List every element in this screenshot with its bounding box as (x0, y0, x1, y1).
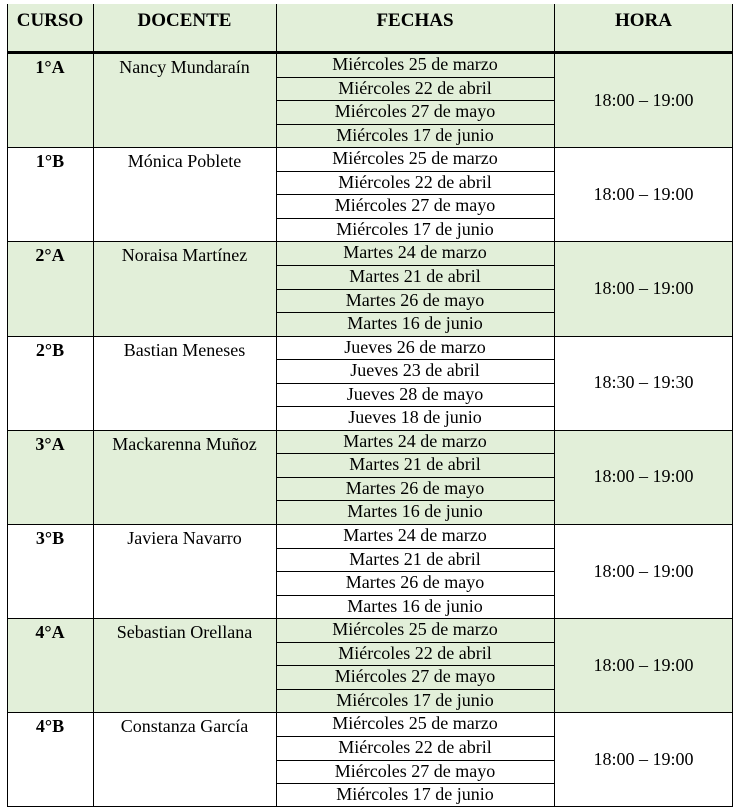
fecha-cell: Martes 16 de junio (347, 595, 483, 616)
fecha-cell: Jueves 23 de abril (350, 360, 480, 381)
fecha-cell: Miércoles 25 de marzo (332, 619, 498, 640)
fecha-cell: Jueves 28 de mayo (346, 383, 484, 404)
grid-line (7, 336, 733, 337)
grid-line (7, 53, 733, 54)
header-docente: DOCENTE (93, 4, 276, 51)
curso-cell: 2°B (35, 339, 65, 360)
grid-line (276, 218, 554, 219)
grid-line (732, 4, 733, 807)
grid-line (276, 665, 554, 666)
fecha-cell: Martes 24 de marzo (343, 242, 487, 263)
fecha-cell: Jueves 26 de marzo (344, 336, 486, 357)
grid-line (276, 642, 554, 643)
fecha-cell: Miércoles 22 de abril (338, 77, 492, 98)
docente-cell: Bastian Meneses (123, 339, 246, 360)
grid-line (276, 4, 277, 807)
hora-cell: 18:00 – 19:00 (593, 748, 694, 769)
fecha-cell: Miércoles 25 de marzo (332, 148, 498, 169)
grid-line (7, 147, 733, 148)
curso-cell: 3°B (35, 528, 65, 548)
grid-line (276, 100, 554, 101)
curso-cell: 3°A (35, 433, 65, 454)
curso-cell: 1°A (35, 57, 65, 77)
fecha-cell: Martes 21 de abril (349, 454, 481, 475)
grid-line (554, 4, 555, 807)
grid-line (7, 4, 8, 807)
grid-line (7, 241, 733, 242)
grid-line (276, 289, 554, 290)
hora-cell: 18:00 – 19:00 (593, 466, 694, 487)
fecha-cell: Miércoles 27 de mayo (334, 101, 496, 122)
grid-line (276, 77, 554, 78)
grid-line (276, 548, 554, 549)
curso-cell: 1°B (35, 151, 65, 172)
hora-cell: 18:00 – 19:00 (593, 654, 694, 675)
grid-line (7, 618, 733, 619)
grid-line (276, 453, 554, 454)
grid-line (276, 689, 554, 690)
fecha-cell: Miércoles 17 de junio (336, 784, 494, 805)
docente-cell: Mónica Poblete (127, 151, 242, 172)
grid-line (276, 736, 554, 737)
fecha-cell: Martes 24 de marzo (343, 430, 487, 451)
grid-line (276, 760, 554, 761)
hora-cell: 18:00 – 19:00 (593, 89, 694, 110)
docente-cell: Nancy Mundaraín (119, 57, 250, 77)
hora-cell: 18:00 – 19:00 (593, 560, 694, 581)
curso-cell: 4°A (35, 622, 65, 643)
fecha-cell: Martes 16 de junio (347, 501, 483, 522)
curso-cell: 2°A (35, 245, 65, 266)
header-fechas: FECHAS (276, 4, 554, 51)
header-hora: HORA (554, 4, 733, 51)
docente-cell: Sebastian Orellana (116, 622, 253, 643)
fecha-cell: Jueves 18 de junio (348, 407, 482, 428)
grid-line (276, 500, 554, 501)
grid-line (7, 524, 733, 525)
grid-line (276, 571, 554, 572)
fecha-cell: Miércoles 27 de mayo (334, 760, 496, 781)
fecha-cell: Miércoles 25 de marzo (332, 54, 498, 74)
docente-cell: Javiera Navarro (127, 528, 242, 548)
docente-cell: Noraisa Martínez (121, 245, 248, 266)
fecha-cell: Miércoles 25 de marzo (332, 713, 498, 734)
grid-line (276, 383, 554, 384)
fecha-cell: Miércoles 17 de junio (336, 689, 494, 710)
docente-cell: Constanza García (120, 716, 249, 737)
fecha-cell: Miércoles 17 de junio (336, 218, 494, 239)
grid-line (276, 194, 554, 195)
fecha-cell: Martes 26 de mayo (345, 477, 485, 498)
grid-line (276, 124, 554, 125)
grid-line (276, 312, 554, 313)
header-curso: CURSO (7, 4, 93, 51)
docente-cell: Mackarenna Muñoz (112, 433, 257, 454)
grid-line (276, 265, 554, 266)
fecha-cell: Martes 21 de abril (349, 548, 481, 569)
grid-line (7, 712, 733, 713)
grid-line (93, 4, 94, 807)
fecha-cell: Miércoles 22 de abril (338, 642, 492, 663)
hora-cell: 18:00 – 19:00 (593, 183, 694, 204)
fecha-cell: Miércoles 17 de junio (336, 124, 494, 145)
grid-line (276, 171, 554, 172)
grid-line (276, 783, 554, 784)
grid-line (7, 430, 733, 431)
fecha-cell: Martes 24 de marzo (343, 525, 487, 545)
grid-line (276, 359, 554, 360)
curso-cell: 4°B (35, 716, 65, 737)
hora-cell: 18:30 – 19:30 (593, 372, 694, 393)
fecha-cell: Martes 26 de mayo (345, 289, 485, 310)
fecha-cell: Miércoles 27 de mayo (334, 195, 496, 216)
grid-line (7, 806, 733, 807)
grid-line (276, 477, 554, 478)
fecha-cell: Martes 26 de mayo (345, 572, 485, 593)
fecha-cell: Miércoles 27 de mayo (334, 666, 496, 687)
fecha-cell: Martes 21 de abril (349, 265, 481, 286)
fecha-cell: Miércoles 22 de abril (338, 171, 492, 192)
hora-cell: 18:00 – 19:00 (593, 277, 694, 298)
grid-line (7, 51, 733, 53)
fecha-cell: Martes 16 de junio (347, 313, 483, 334)
grid-line (276, 406, 554, 407)
grid-line (276, 595, 554, 596)
fecha-cell: Miércoles 22 de abril (338, 736, 492, 757)
